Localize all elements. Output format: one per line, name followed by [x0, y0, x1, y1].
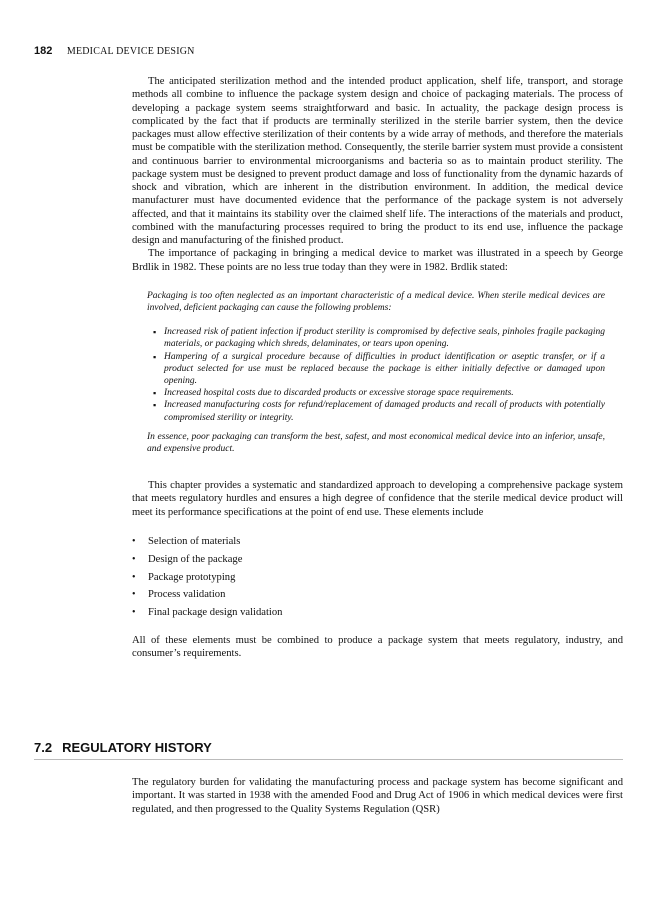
elements-list-item: • Process validation — [132, 586, 623, 604]
main-text-column — [132, 75, 623, 660]
bullet-icon: • — [132, 535, 136, 547]
page-header — [34, 45, 195, 57]
bullet-icon: • — [132, 589, 136, 601]
section-paragraph: The regulatory burden for validating the manufacturing process and package system has become significant and important. It was started in 1938 with the amended Food and Drug Act of 1906 in which medical devices were first regulated, and then progressed to the Quality Systems Regulation (QSR) — [132, 777, 623, 815]
running-title: MEDICAL DEVICE DESIGN — [66, 46, 195, 57]
bullet-icon: • — [132, 553, 136, 565]
quote-intro: Packaging is too often neglected as an important characteristic of a medical device. When sterile medical devices are involved, deficient packaging can cause the following problems: — [147, 290, 605, 313]
body-paragraph: The anticipated sterilization method and the intended product application, shelf life, transport, and storage methods all combine to influence the package system design and choice of packaging materials. The process of developing a package system seems straightforward and basic. In actuality, the package design process is complicated by the fact that if products are terminally sterilized in the sterile barrier system, then the device packages must allow effective sterilization of their contents by a wide array of methods, and therefore the materials must be compatible with the sterilization method. Consequently, the sterile barrier system must provide a consistent and continuous barrier to environmental microorganisms and bacteria so as to maintain product sterility. The package system must be designed to prevent product damage and loss of functionality from the dynamic hazards of shock and vibration, which are inherent in the distribution environment. In addition, the medical device manufacturer must have documented evidence that the performance of the package system is not adversely affected, and that it maintains its stability over the claimed shelf life. The interactions of the materials and product, combined with the manufacturing processes required to bring the product to its end use, influence the package design and manufacturing of the finished product. — [132, 76, 623, 246]
bullet-icon: • — [132, 607, 136, 619]
page-number: 182 — [34, 45, 53, 57]
section-number: 7.2 — [34, 740, 53, 755]
elements-list — [132, 533, 623, 622]
closing-paragraph: All of these elements must be combined to produce a package system that meets regulatory, industry, and consumer’s requirements. — [132, 634, 623, 660]
bullet-icon: • — [132, 571, 136, 583]
quote-bullet-item: ▪ Increased risk of patient infection if product sterility is compromised by defective seals, pinholes fragile packaging materials, or packaging which shreds, delaminates, or tears upon opening. — [153, 327, 605, 350]
quote-bullet-item: ▪ Increased manufacturing costs for refund/replacement of damaged products and recall of products with potentially compromised sterility or integrity. — [153, 400, 605, 423]
quote-bullet-item: ▪ Increased hospital costs due to discarded products or excessive storage space requirements. — [153, 388, 514, 399]
elements-list-item: • Selection of materials — [132, 533, 623, 551]
bullet-icon: ▪ — [153, 327, 157, 338]
elements-list-item: • Package prototyping — [132, 569, 623, 587]
bullet-icon: ▪ — [153, 400, 157, 411]
block-quote — [147, 290, 605, 455]
quote-conclusion: In essence, poor packaging can transform the best, safest, and most economical medical device into an inferior, unsafe, and expensive product. — [147, 431, 605, 454]
body-paragraph: The importance of packaging in bringing a medical device to market was illustrated in a speech by George Brdlik in 1982. These points are no less true today than they were in 1982. Brdlik stated: — [132, 248, 623, 273]
section-heading — [34, 740, 623, 755]
section-body — [132, 776, 623, 816]
quote-bullet-list — [147, 326, 605, 424]
chapter-overview-paragraph: This chapter provides a systematic and standardized approach to developing a comprehensive package system that meets regulatory hurdles and ensures a high degree of confidence that the sterile medical device product will meet its performance specifications at the point of end use. These elements include — [132, 480, 623, 518]
bullet-icon: ▪ — [153, 388, 157, 399]
quote-bullet-item: ▪ Hampering of a surgical procedure because of difficulties in product identification or aseptic transfer, or if a product selected for use must be replaced because the package is either initially defective or damaged upon opening. — [153, 351, 605, 386]
elements-list-item: • Design of the package — [132, 551, 623, 569]
bullet-icon: ▪ — [153, 351, 157, 362]
section-title: REGULATORY HISTORY — [62, 740, 212, 755]
section-divider — [34, 759, 623, 760]
section-heading-block — [34, 740, 623, 760]
elements-list-item: • Final package design validation — [132, 604, 623, 622]
